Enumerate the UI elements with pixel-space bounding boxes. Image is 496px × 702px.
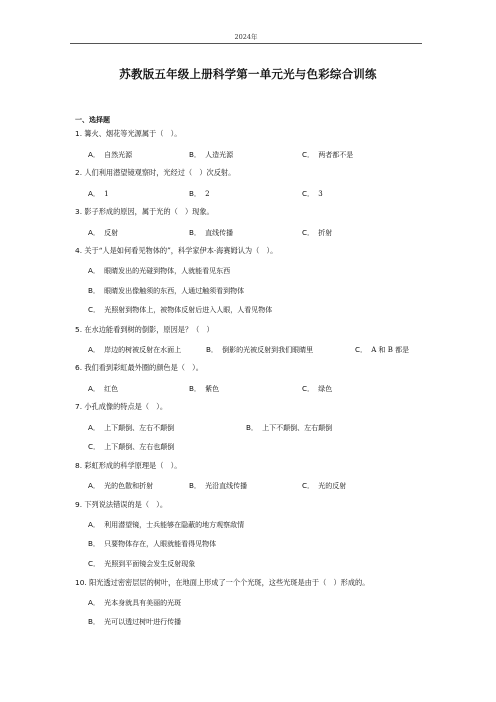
question-number: 3. <box>75 207 83 216</box>
page-header-year: 2024年 <box>234 33 258 41</box>
option-c[interactable]: C． 折射 <box>302 228 333 237</box>
question-text: 篝火、烟花等光源属于（ ）。 <box>84 129 182 138</box>
option-c[interactable]: C． 绿色 <box>302 384 333 393</box>
question-text: 在水边能看到树的倒影，原因是？（ ） <box>84 325 214 334</box>
option-a[interactable]: A． 光的色散和折射 <box>88 481 154 490</box>
question-text: 关于“人是如何看见物体的”，科学家伊本·海赛姆认为（ ）。 <box>84 246 278 255</box>
option-b[interactable]: B． 上下不颠倒、左右颠倒 <box>246 423 333 432</box>
question-text: 影子形成的原因，属于光的（ ）现象。 <box>84 207 214 216</box>
option-a[interactable]: A． 上下颠倒、左右不颠倒 <box>88 423 175 432</box>
question-number: 10. <box>75 578 87 587</box>
question-7-option-c[interactable]: C． 上下颠倒、左右也颠倒 <box>88 442 175 451</box>
question-6 <box>75 363 203 373</box>
option-b[interactable]: B． 倒影的光被反射到我们眼睛里 <box>206 345 314 354</box>
question-9-option-c[interactable]: C． 光照到平面镜会发生反射现象 <box>88 559 196 568</box>
question-4 <box>75 246 277 256</box>
option-a[interactable]: A． 岸边的树被反射在水面上 <box>88 345 182 354</box>
question-3 <box>75 207 214 217</box>
question-9 <box>75 500 167 510</box>
option-b[interactable]: B． 直线传播 <box>189 228 234 237</box>
question-9-option-a[interactable]: A． 利用潜望镜，士兵能够在隐蔽的地方观察敌情 <box>88 520 245 529</box>
question-number: 5. <box>75 325 83 334</box>
question-number: 2. <box>75 168 83 177</box>
question-1 <box>75 129 181 139</box>
question-8 <box>75 461 181 471</box>
header-divider <box>70 43 422 44</box>
question-text: 阳光透过密密层层的树叶，在地面上形成了一个个光斑，这些光斑是由于（ ）形成的。 <box>89 578 370 587</box>
question-4-option-c[interactable]: C． 光照射到物体上，被物体反射后进入人眼，人看见物体 <box>88 305 273 314</box>
question-10-option-b[interactable]: B． 光可以透过树叶进行传播 <box>88 617 182 626</box>
question-number: 4. <box>75 246 83 255</box>
option-c[interactable]: C． 3 <box>302 189 323 198</box>
option-b[interactable]: B． 人造光源 <box>189 150 234 159</box>
question-text: 小孔成像的特点是（ ）。 <box>84 402 168 411</box>
option-b[interactable]: B． 紫色 <box>189 384 220 393</box>
question-4-option-b[interactable]: B． 眼睛发出像触须的东西，人通过触须看到物体 <box>88 286 245 295</box>
option-a[interactable]: A． 自然光源 <box>88 150 133 159</box>
question-10 <box>75 578 369 588</box>
document-title: 苏教版五年级上册科学第一单元光与色彩综合训练 <box>119 67 377 81</box>
question-10-option-a[interactable]: A． 光本身就具有美丽的光斑 <box>88 598 182 607</box>
option-a[interactable]: A． 红色 <box>88 384 119 393</box>
question-text: 彩虹形成的科学原理是（ ）。 <box>84 461 182 470</box>
option-c[interactable]: C． 光的反射 <box>302 481 347 490</box>
question-number: 6. <box>75 363 83 372</box>
question-number: 1. <box>75 129 83 138</box>
question-5 <box>75 325 214 335</box>
option-a[interactable]: A． 反射 <box>88 228 119 237</box>
option-c[interactable]: C． A 和 B 都是 <box>355 345 410 354</box>
option-a[interactable]: A． 1 <box>88 189 109 198</box>
option-b[interactable]: B． 2 <box>189 189 210 198</box>
option-c[interactable]: C． 两者都不是 <box>302 150 354 159</box>
question-text: 我们看到彩虹最外圈的颜色是（ ）。 <box>84 363 203 372</box>
question-4-option-a[interactable]: A． 眼睛发出的光碰到物体，人就能看见东西 <box>88 266 231 275</box>
question-text: 下列说法错误的是（ ）。 <box>84 500 168 509</box>
option-b[interactable]: B． 光沿直线传播 <box>189 481 248 490</box>
question-7 <box>75 402 167 412</box>
question-9-option-b[interactable]: B． 只要物体存在，人眼就能看得见物体 <box>88 539 217 548</box>
section-heading: 一、选择题 <box>75 116 110 124</box>
question-text: 人们利用潜望镜观察时，光经过（ ）次反射。 <box>84 168 236 177</box>
question-2 <box>75 168 235 178</box>
question-number: 9. <box>75 500 83 509</box>
question-number: 8. <box>75 461 83 470</box>
question-number: 7. <box>75 402 83 411</box>
